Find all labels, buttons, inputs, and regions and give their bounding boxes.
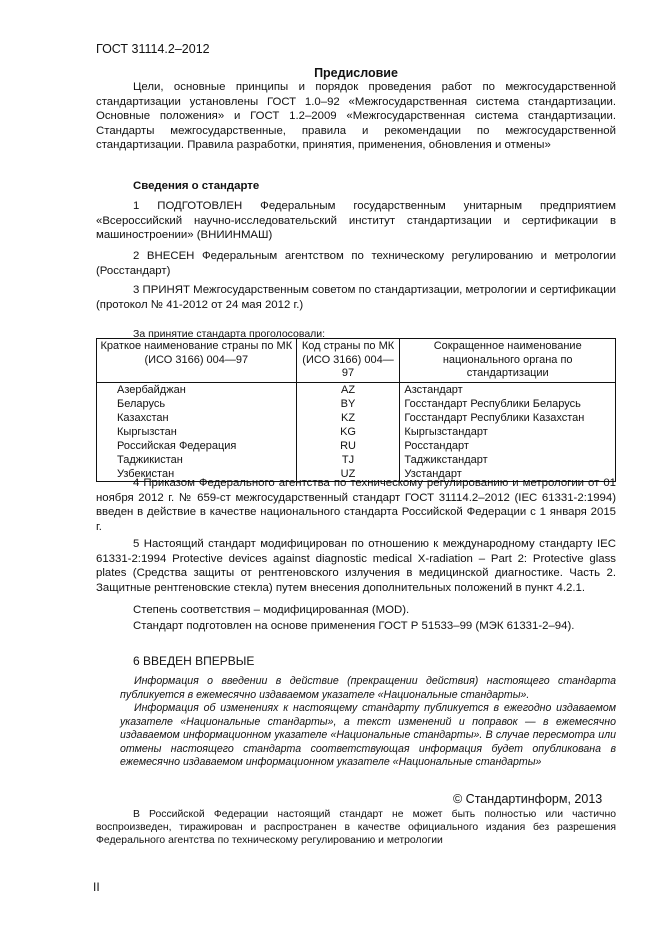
copyright-line: © Стандартинформ, 2013 [453,792,603,806]
header-country-code: Код страны по МК (ИСО 3166) 004—97 [296,339,400,383]
national-body-cell: Узстандарт [400,467,616,482]
info-item-adopted: 3 ПРИНЯТ Межгосударственным советом по стандартизации, метрологии и сертификации (протокол № 41-2012 от 24 мая 2012 г.) [96,284,616,311]
country-name-cell: Беларусь [97,397,297,411]
header-national-body: Сокращенное наименование национального органа по стандартизации [400,339,616,383]
header-country-name: Краткое наименование страны по МК (ИСО 3166) 004—97 [97,339,297,383]
standard-info-title: Сведения о стандарте [133,180,260,192]
table-row [97,425,616,439]
country-name-cell: Азербайджан [97,382,297,397]
national-body-cell: Госстандарт Республики Казахстан [400,411,616,425]
country-name-cell: Казахстан [97,411,297,425]
table-row [97,397,616,411]
table-row [97,411,616,425]
country-code-cell: TJ [296,453,400,467]
notice-paragraph-changes: Информация об изменениях к настоящему стандарту публикуется в ежегодно издаваемом указателе «Национальные стандарты», а текст изменений и поправок — в ежемесячно издаваемом информационном указателе «Национальные стандарты». В случае пересмотра или отмены настоящего стандарта соответствующая информация будет опубликована в ежемесячно издаваемом информационном указателе «Национальные стандарты» [120,702,616,769]
preface-title: Предисловие [314,66,398,80]
country-code-cell: KG [296,425,400,439]
national-body-cell: Кыргызстандарт [400,425,616,439]
table-row [97,439,616,453]
info-item-modified: 5 Настоящий стандарт модифицирован по отношению к международному стандарту IEC 61331-2:1994 Protective devices against diagnostic medical X-radiation – Part 2: Protective glass plates (Средства защиты от рентгеновского излучения в медицинской диагностике. Часть 2. Защитные рентгеновские стекла) путем внесения дополнительных положений в пункт 4.2.1. [96,538,616,594]
country-code-cell: UZ [296,467,400,482]
national-body-cell: Госстандарт Республики Беларусь [400,397,616,411]
country-name-cell: Узбекистан [97,467,297,482]
notice-paragraph-enactment: Информация о введении в действие (прекращении действия) настоящего стандарта публикуется в ежемесячно издаваемом указателе «Национальные стандарты». [120,675,616,701]
country-name-cell: Таджикистан [97,453,297,467]
national-body-cell: Росстандарт [400,439,616,453]
votes-table [96,338,616,482]
info-item-introduced: 2 ВНЕСЕН Федеральным агентством по техническому регулированию и метрологии (Росстандарт) [96,250,616,277]
rf-reproduction-restriction: В Российской Федерации настоящий стандарт не может быть полностью или частично воспроизведен, тиражирован и распространен в качестве официального издания без разрешения Федерального агентства по техническому регулированию и метрологии [96,809,616,847]
country-code-cell: KZ [296,411,400,425]
info-item-enacted: 4 Приказом Федерального агентства по техническому регулированию и метрологии от 01 ноября 2012 г. № 659-ст межгосударственный стандарт ГОСТ 31114.2–2012 (IEC 61331-2:1994) введен в действие в качестве национального стандарта Российской Федерации с 1 января 2015 г. [96,477,616,533]
conformity-level: Степень соответствия – модифицированная (MOD). [133,604,410,616]
country-code-cell: BY [296,397,400,411]
country-name-cell: Кыргызстан [97,425,297,439]
national-body-cell: Азстандарт [400,382,616,397]
country-name-cell: Российская Федерация [97,439,297,453]
country-code-cell: AZ [296,382,400,397]
table-row [97,382,616,397]
votes-table-caption: За принятие стандарта проголосовали: [133,328,326,340]
page-number: II [93,880,100,894]
votes-table-header-row [97,339,616,383]
country-code-cell: RU [296,439,400,453]
info-item-prepared: 1 ПОДГОТОВЛЕН Федеральным государственным унитарным предприятием «Всероссийский научно-исследовательский институт стандартизации и сертификации в машиностроении» (ВНИИНМАШ) [96,200,616,242]
national-body-cell: Таджикстандарт [400,453,616,467]
document-code-header: ГОСТ 31114.2–2012 [96,42,210,56]
preface-goals-paragraph: Цели, основные принципы и порядок проведения работ по межгосударственной стандартизации установлены ГОСТ 1.0–92 «Межгосударственная система стандартизации. Основные положения» и ГОСТ 1.2–2009 «Межгосударственная система стандартизации. Стандарты межгосударственные, правила и рекомендации по межгосударственной стандартизации. Правила разработки, принятия, применения, обновления и отмены» [96,81,616,152]
table-row [97,453,616,467]
basis-note: Стандарт подготовлен на основе применения ГОСТ Р 51533–99 (МЭК 61331-2–94). [133,620,575,632]
info-item-first-introduced: 6 ВВЕДЕН ВПЕРВЫЕ [133,654,255,668]
